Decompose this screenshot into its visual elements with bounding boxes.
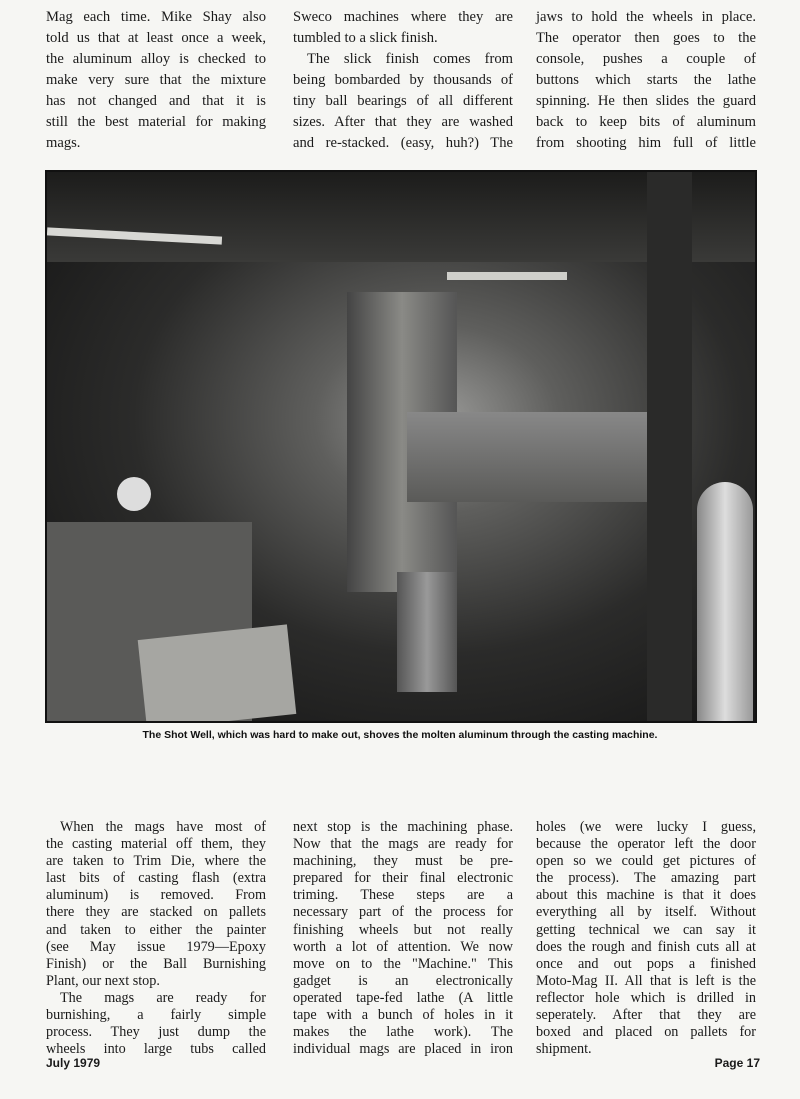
- text-line: once and out pops a finished: [536, 955, 756, 972]
- text-line: makes the lathe work). The: [293, 1024, 513, 1041]
- text-line: the aluminum alloy is checked to: [46, 51, 266, 67]
- photo-light-fixture: [447, 272, 567, 280]
- text-line: aluminum) is removed. From: [46, 887, 266, 904]
- text-line: machining, they must be pre-: [293, 853, 513, 870]
- photo-caption: The Shot Well, which was hard to make out, shoves the molten aluminum through the casting machine.: [142, 729, 658, 741]
- text-line: next stop is the machining phase.: [293, 819, 513, 835]
- text-line: there they are stacked on pallets: [46, 904, 266, 921]
- text-line: Moto-Mag II. All that is left is the: [536, 972, 756, 989]
- issue-date: July 1979: [46, 1056, 101, 1070]
- text-line: are taken to Trim Die, where the: [46, 853, 266, 870]
- text-line: Plant, our next stop.: [46, 972, 160, 989]
- text-line: back to keep bits of aluminum: [536, 114, 756, 130]
- text-line: boxed and placed on pallets for: [536, 1024, 756, 1041]
- text-line: individual mags are placed in iron: [293, 1041, 513, 1058]
- casting-machine-photo: [45, 170, 757, 723]
- text-line: reflector hole which is drilled in: [536, 989, 756, 1006]
- top-column-1: [46, 7, 266, 154]
- text-line: and taken to either the painter: [46, 921, 266, 938]
- text-line: and re-stacked. (easy, huh?) The: [293, 135, 513, 151]
- text-line: does the rough and finish cuts all at: [536, 938, 756, 955]
- text-line: operated tape-fed lathe (A little: [293, 989, 513, 1006]
- text-line: buttons which starts the lathe: [536, 72, 756, 88]
- text-line: When the mags have most of: [60, 819, 266, 835]
- text-line: tape with a bunch of holes in it: [293, 1007, 513, 1024]
- text-line: the process). The amazing part: [536, 870, 756, 887]
- top-column-2: [293, 7, 513, 154]
- text-line: still the best material for making: [46, 114, 266, 130]
- text-line: necessary part of the process for: [293, 904, 513, 921]
- text-line: finishing wheels but not really: [293, 921, 513, 938]
- text-line: from shooting him full of little: [536, 135, 756, 151]
- photo-lamp: [117, 477, 151, 511]
- text-line: last bits of casting flash (extra: [46, 870, 266, 887]
- text-line: Finish) or the Ball Burnishing: [46, 955, 266, 972]
- text-line: being bombarded by thousands of: [293, 72, 513, 88]
- text-line: holes (we were lucky I guess,: [536, 819, 756, 835]
- text-line: The slick finish comes from: [307, 51, 513, 67]
- text-line: Now that the mags are ready for: [293, 836, 513, 853]
- text-line: triming. These steps are a: [293, 887, 513, 904]
- text-line: The mags are ready for: [60, 989, 266, 1006]
- text-line: about this machine is that it does: [536, 887, 756, 904]
- text-line: console, pushes a couple of: [536, 51, 756, 67]
- text-line: jaws to hold the wheels in place.: [536, 9, 756, 25]
- photo-pillar: [647, 172, 692, 723]
- text-line: getting technical we can say it: [536, 921, 756, 938]
- text-line: seperately. After that they are: [536, 1007, 756, 1024]
- photo-gas-cylinder: [697, 482, 753, 722]
- text-line: sizes. After that they are washed: [293, 114, 513, 130]
- text-line: because the operator left the door: [536, 836, 756, 853]
- top-column-3: [536, 7, 756, 154]
- text-line: told us that at least once a week,: [46, 30, 266, 46]
- text-line: gadget is an electronically: [293, 972, 513, 989]
- text-line: the casting material off them, they: [46, 836, 266, 853]
- bottom-column-3: [536, 819, 756, 1058]
- text-line: has not changed and that it is: [46, 93, 266, 109]
- text-line: (see May issue 1979—Epoxy: [46, 938, 266, 955]
- text-line: move on to the "Machine." This: [293, 955, 513, 972]
- text-line: shipment.: [536, 1041, 592, 1058]
- page-number: Page 17: [714, 1056, 760, 1070]
- text-line: open so we could get pictures of: [536, 853, 756, 870]
- text-line: prepared for their final electronic: [293, 870, 513, 887]
- photo-box: [138, 624, 297, 723]
- bottom-column-1: [46, 819, 266, 1058]
- text-line: mags.: [46, 135, 81, 151]
- text-line: The operator then goes to the: [536, 30, 756, 46]
- text-line: spinning. He then slides the guard: [536, 93, 756, 109]
- text-line: burnishing, a fairly simple: [46, 1007, 266, 1024]
- text-line: wheels into large tubs called: [46, 1041, 266, 1058]
- text-line: Mag each time. Mike Shay also: [46, 9, 266, 25]
- bottom-column-2: [293, 819, 513, 1058]
- text-line: Sweco machines where they are: [293, 9, 513, 25]
- photo-pipes: [397, 572, 457, 692]
- text-line: make very sure that the mixture: [46, 72, 266, 88]
- text-line: tiny ball bearings of all different: [293, 93, 513, 109]
- photo-machine-body: [407, 412, 657, 502]
- text-line: tumbled to a slick finish.: [293, 30, 438, 46]
- text-line: everything all by itself. Without: [536, 904, 756, 921]
- text-line: worth a lot of attention. We now: [293, 938, 513, 955]
- text-line: process. They just dump the: [46, 1024, 266, 1041]
